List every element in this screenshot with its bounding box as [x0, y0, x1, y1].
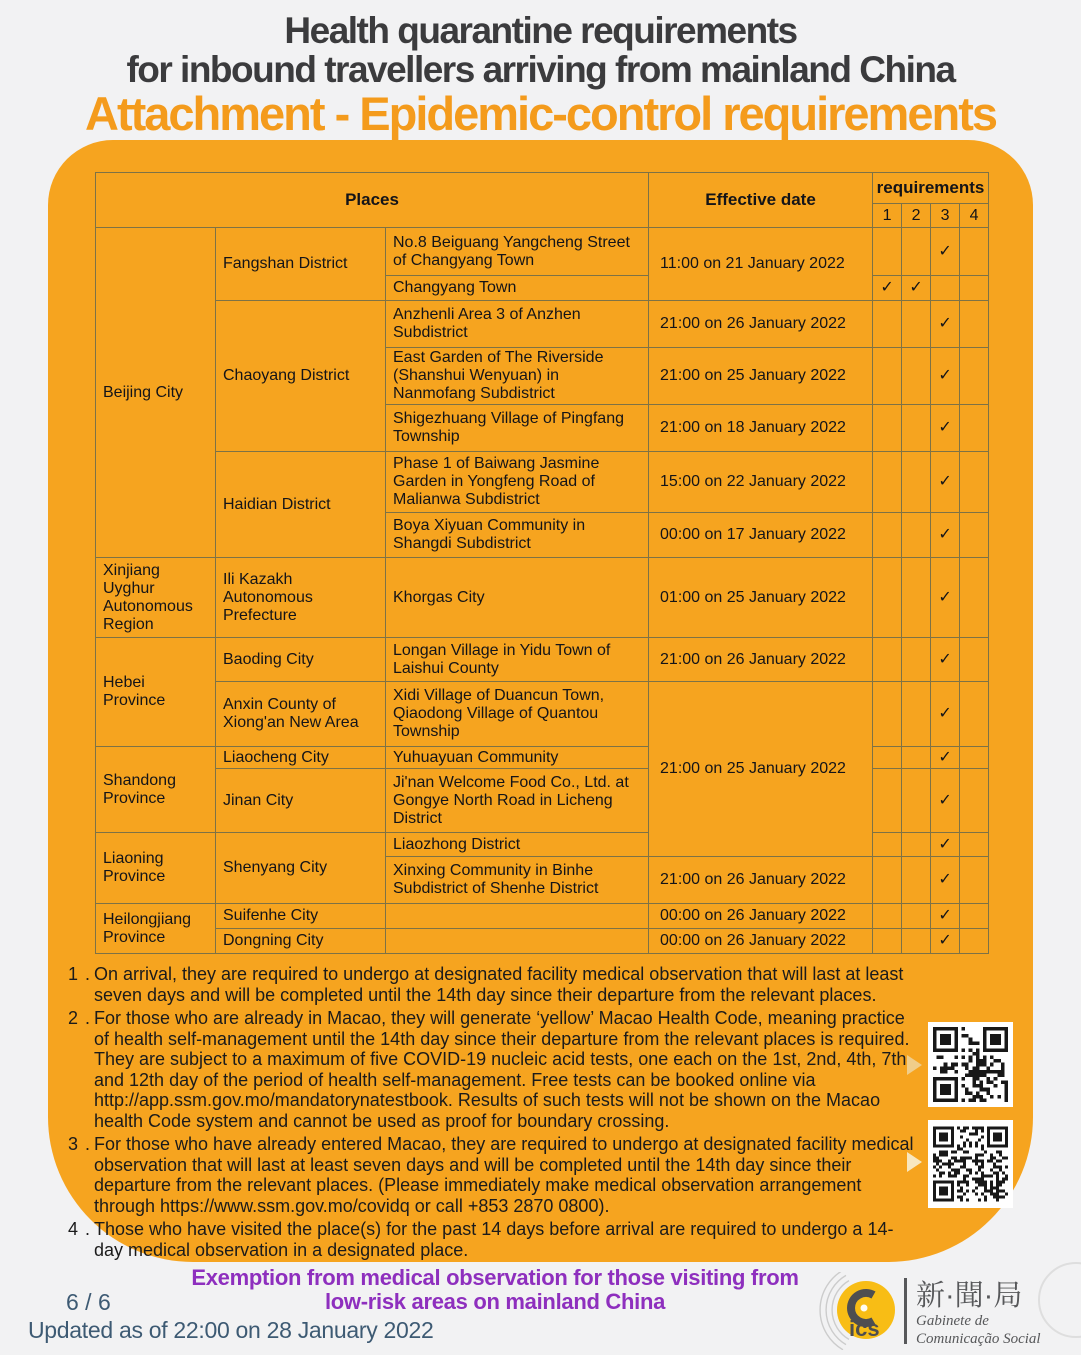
req-check-cell	[960, 857, 989, 904]
req-check-cell: ✓	[931, 558, 960, 638]
footnote-number: 1 .	[68, 964, 92, 984]
req-check-cell	[960, 833, 989, 857]
req-check-cell	[960, 682, 989, 747]
place-cell: Changyang Town	[386, 276, 649, 301]
column-header-places: Places	[96, 173, 649, 228]
req-check-cell	[873, 857, 902, 904]
footnote-text: Those who have visited the place(s) for the past 14 days before arrival are required to undergo a 14-day medical observation in a designated place.	[94, 1219, 894, 1260]
req-col-4: 4	[960, 204, 989, 228]
table-row	[96, 558, 989, 638]
district-cell: Anxin County of Xiong'an New Area	[216, 682, 386, 747]
req-check-cell	[873, 513, 902, 558]
province-cell: Hebei Province	[96, 638, 216, 747]
column-header-requirements: requirements	[873, 173, 989, 204]
req-check-cell	[873, 833, 902, 857]
place-cell: Longan Village in Yidu Town of Laishui County	[386, 638, 649, 682]
table-row	[96, 904, 989, 929]
district-cell: Suifenhe City	[216, 904, 386, 929]
req-col-3: 3	[931, 204, 960, 228]
req-check-cell	[902, 769, 931, 833]
req-check-cell	[960, 638, 989, 682]
table-row	[96, 301, 989, 348]
page-title-line2: for inbound travellers arriving from mainland China	[126, 49, 955, 90]
requirements-table	[95, 172, 989, 954]
district-cell: Baoding City	[216, 638, 386, 682]
date-cell: 00:00 on 26 January 2022	[649, 929, 873, 954]
place-cell: East Garden of The Riverside (Shanshui Wenyuan) in Nanmofang Subdistrict	[386, 348, 649, 405]
req-check-cell: ✓	[931, 904, 960, 929]
req-check-cell	[873, 638, 902, 682]
table-header-row	[96, 173, 989, 204]
req-check-cell	[902, 682, 931, 747]
exemption-line-1: Exemption from medical observation for those visiting from	[191, 1265, 799, 1290]
table-wrapper	[95, 172, 989, 954]
content-panel	[48, 140, 1033, 1262]
date-cell: 21:00 on 25 January 2022	[649, 682, 873, 857]
req-check-cell	[902, 513, 931, 558]
req-check-cell	[960, 301, 989, 348]
req-check-cell	[873, 405, 902, 452]
req-check-cell: ✓	[931, 348, 960, 405]
district-cell: Ili Kazakh Autonomous Prefecture	[216, 558, 386, 638]
footnotes	[68, 964, 928, 1263]
req-check-cell	[902, 228, 931, 276]
district-cell: Liaocheng City	[216, 747, 386, 769]
district-cell: Dongning City	[216, 929, 386, 954]
date-cell: 21:00 on 25 January 2022	[649, 348, 873, 405]
req-check-cell: ✓	[931, 769, 960, 833]
req-check-cell	[902, 558, 931, 638]
district-cell: Fangshan District	[216, 228, 386, 301]
footnote-number: 4 .	[68, 1219, 92, 1239]
place-cell: Liaozhong District	[386, 833, 649, 857]
req-check-cell	[873, 904, 902, 929]
table-row	[96, 638, 989, 682]
req-check-cell	[873, 301, 902, 348]
logo-pt-line-2: Comunicação Social	[916, 1331, 1041, 1347]
footnote-text: On arrival, they are required to undergo at designated facility medical observation that will last at least seven days and will be completed until the 14th day since their departure from the relevant places.	[94, 964, 904, 1005]
place-cell: Shigezhuang Village of Pingfang Township	[386, 405, 649, 452]
req-check-cell	[873, 228, 902, 276]
date-cell: 21:00 on 26 January 2022	[649, 857, 873, 904]
req-check-cell: ✓	[931, 513, 960, 558]
gcs-logo	[792, 1272, 1047, 1350]
footnote-2	[68, 1008, 928, 1131]
page-number: 6 / 6	[66, 1289, 111, 1315]
req-check-cell: ✓	[902, 276, 931, 301]
updated-timestamp: Updated as of 22:00 on 28 January 2022	[28, 1317, 434, 1343]
date-cell: 00:00 on 26 January 2022	[649, 904, 873, 929]
place-cell: Ji'nan Welcome Food Co., Ltd. at Gongye North Road in Licheng District	[386, 769, 649, 833]
place-cell	[386, 904, 649, 929]
place-cell: Anzhenli Area 3 of Anzhen Subdistrict	[386, 301, 649, 348]
req-check-cell: ✓	[931, 929, 960, 954]
place-cell: Phase 1 of Baiwang Jasmine Garden in Yongfeng Road of Malianwa Subdistrict	[386, 452, 649, 513]
footnote-number: 3 .	[68, 1134, 92, 1154]
place-cell: No.8 Beiguang Yangcheng Street of Changyang Town	[386, 228, 649, 276]
place-cell: Yuhuayuan Community	[386, 747, 649, 769]
right-arrow-icon	[907, 1055, 922, 1075]
date-cell: 21:00 on 26 January 2022	[649, 638, 873, 682]
req-check-cell	[960, 904, 989, 929]
req-check-cell	[902, 833, 931, 857]
province-cell: Xinjiang Uyghur Autonomous Region	[96, 558, 216, 638]
req-check-cell: ✓	[931, 857, 960, 904]
req-check-cell: ✓	[931, 682, 960, 747]
req-check-cell	[960, 747, 989, 769]
req-check-cell	[873, 747, 902, 769]
req-check-cell	[902, 747, 931, 769]
qr-code-2	[928, 1120, 1013, 1208]
date-cell: 21:00 on 26 January 2022	[649, 301, 873, 348]
req-check-cell: ✓	[873, 276, 902, 301]
date-cell: 15:00 on 22 January 2022	[649, 452, 873, 513]
req-check-cell	[902, 929, 931, 954]
req-col-1: 1	[873, 204, 902, 228]
district-cell: Shenyang City	[216, 833, 386, 904]
req-check-cell	[960, 228, 989, 276]
req-check-cell	[902, 301, 931, 348]
district-cell: Jinan City	[216, 769, 386, 833]
footnote-number: 2 .	[68, 1008, 92, 1028]
req-check-cell	[960, 276, 989, 301]
req-check-cell	[873, 682, 902, 747]
req-col-2: 2	[902, 204, 931, 228]
req-check-cell	[873, 769, 902, 833]
req-check-cell	[960, 558, 989, 638]
req-check-cell	[931, 276, 960, 301]
place-cell: Xidi Village of Duancun Town, Qiaodong Village of Quantou Township	[386, 682, 649, 747]
table-row	[96, 929, 989, 954]
province-cell: Shandong Province	[96, 747, 216, 833]
req-check-cell	[960, 348, 989, 405]
district-cell: Haidian District	[216, 452, 386, 558]
table-row	[96, 228, 989, 276]
place-cell: Xinxing Community in Binhe Subdistrict of Shenhe District	[386, 857, 649, 904]
req-check-cell	[960, 929, 989, 954]
province-cell: Heilongjiang Province	[96, 904, 216, 954]
req-check-cell	[873, 929, 902, 954]
req-check-cell	[902, 638, 931, 682]
exemption-line-2: low-risk areas on mainland China	[324, 1289, 666, 1314]
req-check-cell	[960, 769, 989, 833]
footnote-text: For those who have already entered Macao, they are required to undergo at designated facility medical observation that will last at least seven days and will be completed until the 14th day since their departure from the relevant places. (Please immediately make medical observation arrangement through https://www.ssm.gov.mo/covidq or call +853 2870 0800).	[94, 1134, 914, 1216]
req-check-cell: ✓	[931, 301, 960, 348]
place-cell	[386, 929, 649, 954]
table-row	[96, 452, 989, 513]
req-check-cell	[873, 452, 902, 513]
table-row	[96, 682, 989, 747]
date-cell: 21:00 on 18 January 2022	[649, 405, 873, 452]
place-cell: Khorgas City	[386, 558, 649, 638]
footnote-4	[68, 1219, 928, 1260]
qr-code-1	[928, 1022, 1013, 1107]
place-cell: Boya Xiyuan Community in Shangdi Subdistrict	[386, 513, 649, 558]
req-check-cell: ✓	[931, 747, 960, 769]
exemption-note	[95, 1266, 895, 1314]
footnote-3	[68, 1134, 928, 1216]
req-check-cell: ✓	[931, 405, 960, 452]
req-check-cell: ✓	[931, 452, 960, 513]
req-check-cell	[960, 405, 989, 452]
req-check-cell	[902, 857, 931, 904]
footnote-text: For those who are already in Macao, they will generate ‘yellow’ Macao Health Code, meaning practice of health self-management until the 14th day since their departure from the relevant places is required. They are subject to a maximum of five COVID-19 nucleic acid tests, one each on the 1st, 2nd, 4th, 7th, and 12th day of the period of health self-management. Free tests can be booked online via http://app.ssm.gov.mo/mandatorynatestbook. Results of such tests will not be shown on the Macao health Code system and cannot be used as proof for boundary crossing.	[94, 1008, 912, 1131]
req-check-cell	[873, 558, 902, 638]
req-check-cell	[902, 348, 931, 405]
province-cell: Beijing City	[96, 228, 216, 558]
right-arrow-icon	[907, 1152, 922, 1172]
logo-chinese-name: 新·聞·局	[916, 1280, 1023, 1312]
req-check-cell	[902, 904, 931, 929]
req-check-cell	[873, 348, 902, 405]
req-check-cell	[960, 513, 989, 558]
province-cell: Liaoning Province	[96, 833, 216, 904]
page-title: Health quarantine requirements	[284, 10, 797, 51]
req-check-cell	[960, 452, 989, 513]
logo-pt-line-1: Gabinete de	[916, 1313, 989, 1329]
district-cell: Chaoyang District	[216, 301, 386, 452]
column-header-effective-date: Effective date	[649, 173, 873, 228]
req-check-cell: ✓	[931, 638, 960, 682]
req-check-cell	[902, 405, 931, 452]
gcs-abbr: ics	[849, 1316, 880, 1341]
footnote-1	[68, 964, 928, 1005]
req-check-cell	[902, 452, 931, 513]
req-check-cell: ✓	[931, 228, 960, 276]
date-cell: 01:00 on 25 January 2022	[649, 558, 873, 638]
page-subtitle: Attachment - Epidemic-control requirements	[85, 87, 996, 140]
date-cell: 11:00 on 21 January 2022	[649, 228, 873, 301]
date-cell: 00:00 on 17 January 2022	[649, 513, 873, 558]
req-check-cell: ✓	[931, 833, 960, 857]
